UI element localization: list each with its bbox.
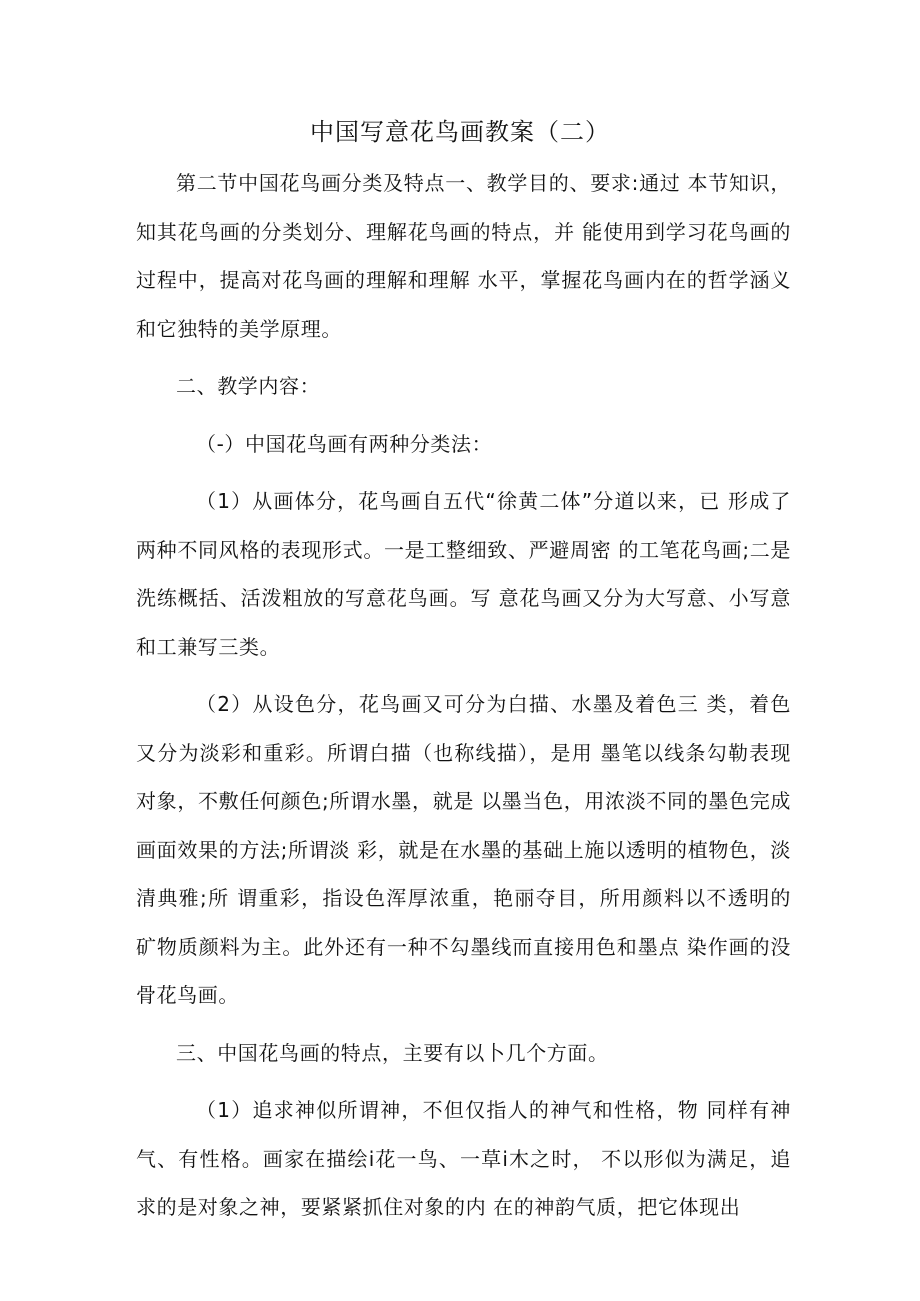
paragraph-by-painting-style: （1）从画体分，花鸟画自五代“徐黄二体”分道以来，已 形成了两种不同风格的表现形式。一是工整细致、严避周密 的工笔花鸟画;二是洗练概括、活泼粗放的写意花鸟画。写 意花鸟画又分为大写意、小写意和工兼写三类。 xyxy=(136,489,791,659)
document-title: 中国写意花鸟画教案（二） xyxy=(310,118,610,146)
paragraph-classification-heading: （-）中国花鸟画有两种分类法： xyxy=(196,431,493,456)
document-body xyxy=(136,159,791,1232)
paragraph-teaching-content-heading: 二、教学内容： xyxy=(176,374,321,398)
paragraph-by-coloring: （2）从设色分，花鸟画又可分为白描、水墨及着色三 类，着色又分为淡彩和重彩。所谓白描（也称线描），是用 墨笔以线条勾勒表现对象，不敷任何颜色;所谓水墨，就是 以墨当色，用浓淡不同的墨色完成画面效果的方法;所谓淡 彩，就是在水墨的基础上施以透明的植物色，淡清典雅;所 谓重彩，指设色浑厚浓重，艳丽夺目，所用颜料以不透明的 矿物质颜料为主。此外还有一种不勾墨线而直接用色和墨点 染作画的没骨花鸟画。 xyxy=(136,692,791,1007)
paragraph-characteristics-heading: 三、中国花鸟画的特点，主要有以卜几个方面。 xyxy=(176,1040,609,1065)
paragraph-objectives: 第二节中国花鸟画分类及特点一、教学目的、要求:通过 本节知识，知其花鸟画的分类划分、理解花鸟画的特点，并 能使用到学习花鸟画的过程中，提高对花鸟画的理解和理解 水平，掌握花鸟画内在的哲学涵义和它独特的美学原理。 xyxy=(136,171,791,341)
paragraph-pursuing-spirit: （1）追求神似所谓神，不但仅指人的神气和性格，物 同样有神气、有性格。画家在描绘i花一鸟、一草i木之时， 不以形似为满足，追求的是对象之神，要紧紧抓住对象的内 在的神韵气质，把它体现出 xyxy=(136,1098,791,1219)
